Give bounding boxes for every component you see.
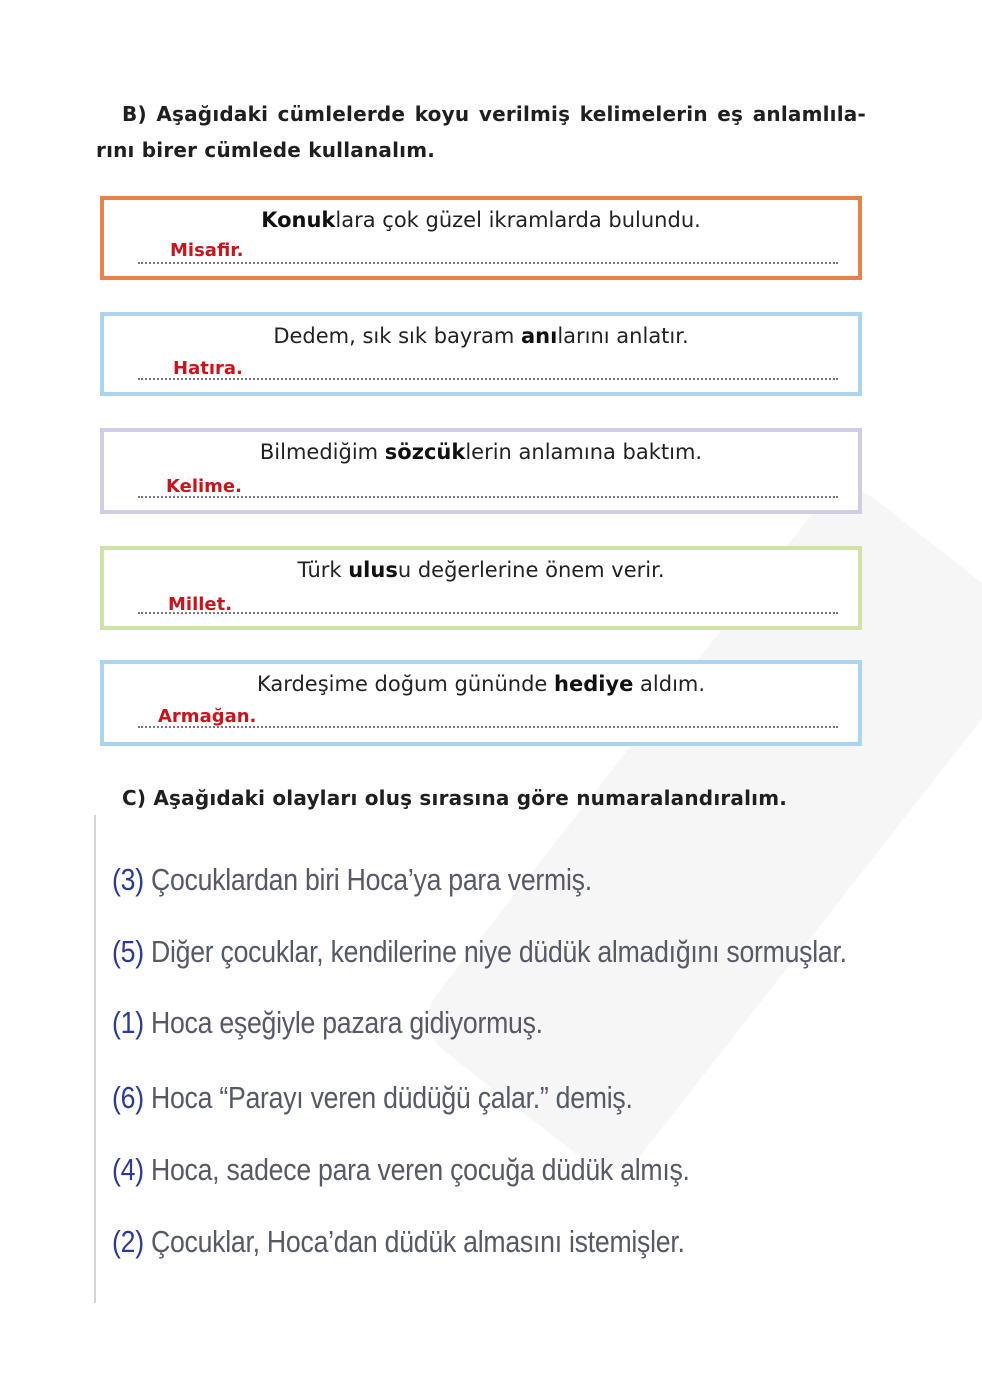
exercise-sentence-4: Türk ulusu değerlerine önem verir. — [297, 558, 665, 582]
event-number: (2) — [112, 1224, 144, 1259]
event-number: (3) — [112, 862, 144, 897]
event-item: (2) Çocuklar, Hoca’dan düdük almasını istemişler. — [112, 1224, 685, 1259]
bold-word-4: ulus — [348, 558, 398, 582]
exercise-box-5 — [100, 660, 862, 746]
event-number: (4) — [112, 1152, 144, 1187]
event-item: (6) Hoca “Parayı veren düdüğü çalar.” demiş. — [112, 1080, 633, 1115]
margin-line — [94, 815, 96, 1303]
bold-word-2: anı — [520, 324, 558, 348]
event-number: (5) — [112, 934, 144, 969]
answer-line-5 — [138, 726, 838, 728]
answer-3: Kelime. — [166, 476, 242, 497]
event-item: (3) Çocuklardan biri Hoca’ya para vermiş. — [112, 862, 592, 897]
exercise-box-1 — [100, 196, 862, 280]
event-number: (1) — [112, 1005, 144, 1040]
answer-line-4 — [138, 612, 838, 614]
section-c-heading: C) Aşağıdaki olayları oluş sırasına göre numaralandıralım. — [122, 786, 788, 810]
exercise-sentence-3: Bilmediğim sözcüklerin anlamına baktım. — [259, 440, 703, 464]
bold-word-5: hediye — [554, 672, 634, 696]
exercise-sentence-2: Dedem, sık sık bayram anılarını anlatır. — [273, 324, 689, 348]
answer-1: Misafir. — [170, 240, 244, 261]
exercise-box-2 — [100, 312, 862, 396]
event-number: (6) — [112, 1080, 144, 1115]
exercise-box-3 — [100, 428, 862, 514]
answer-line-1 — [138, 262, 838, 264]
event-item: (5) Diğer çocuklar, kendilerine niye düdük almadığını sormuşlar. — [112, 934, 847, 969]
answer-line-2 — [138, 378, 838, 380]
bold-word-3: sözcük — [384, 440, 466, 464]
exercise-sentence-5: Kardeşime doğum gününde hediye aldım. — [256, 672, 706, 696]
answer-4: Millet. — [168, 594, 233, 615]
section-b-heading: B) Aşağıdaki cümlelerde koyu verilmiş kelimelerin eş anlamlıla-rını birer cümlede kullanalım. — [96, 102, 866, 162]
event-item: (1) Hoca eşeğiyle pazara gidiyormuş. — [112, 1005, 543, 1040]
answer-line-3 — [138, 496, 838, 498]
answer-5: Armağan. — [158, 706, 257, 727]
event-item: (4) Hoca, sadece para veren çocuğa düdük almış. — [112, 1152, 690, 1187]
exercise-sentence-1: Konuklara çok güzel ikramlarda bulundu. — [261, 208, 701, 232]
exercise-box-4 — [100, 546, 862, 630]
answer-2: Hatıra. — [173, 358, 243, 379]
bold-word-1: Konuk — [261, 208, 336, 232]
